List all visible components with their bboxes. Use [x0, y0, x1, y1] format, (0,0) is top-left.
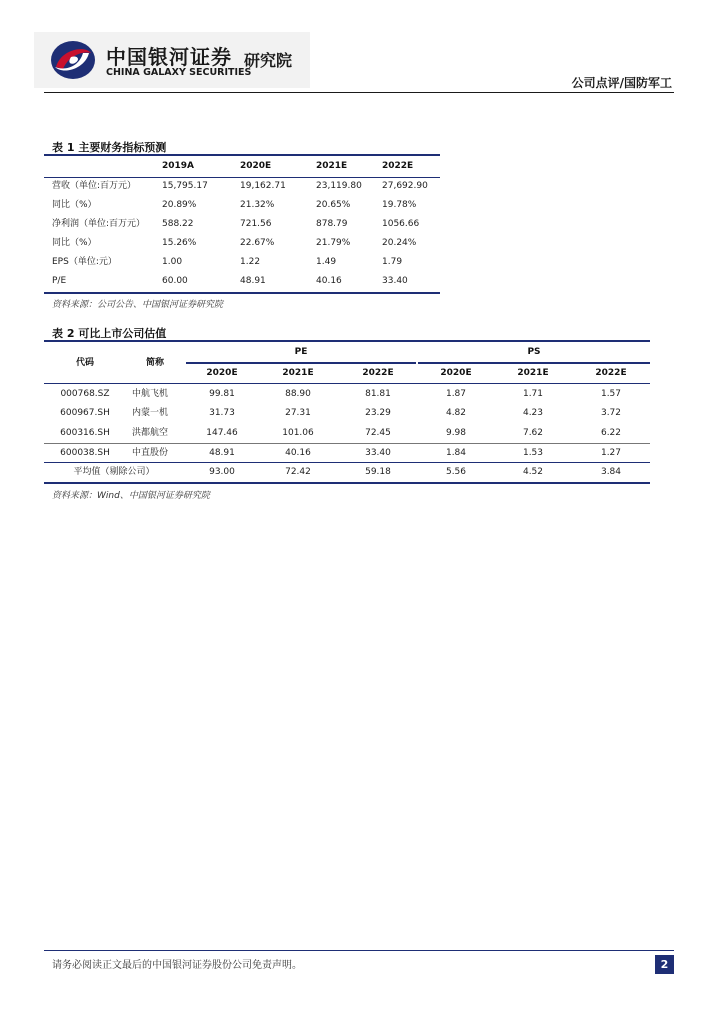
table2-cell: 147.46	[206, 428, 238, 438]
table2-cell: 72.45	[365, 428, 391, 438]
table1-col-header: 2020E	[240, 161, 272, 171]
table1-col-header: 2019A	[162, 161, 195, 171]
table2-cell: 3.72	[600, 408, 622, 418]
table1-col-header: 2022E	[382, 161, 414, 171]
company-logo	[34, 32, 310, 88]
footer-divider	[44, 950, 674, 951]
table1-title: 表 1 主要财务指标预测	[52, 141, 167, 154]
table2-name: 中航飞机	[131, 389, 168, 399]
table1-cell: 23,119.80	[316, 181, 362, 191]
table1-cell: 27,692.90	[382, 181, 428, 191]
table2-header-rule	[44, 383, 650, 384]
table2-average-label: 平均值（剔除公司）	[73, 467, 155, 477]
table1-cell: 1.22	[240, 257, 261, 267]
report-category: 公司点评/国防军工	[571, 76, 672, 90]
table1-cell: 15,795.17	[162, 181, 208, 191]
table2-cell: 1.27	[600, 448, 622, 458]
logo-english-name: CHINA GALAXY SECURITIES	[106, 67, 252, 78]
table2-average-cell: 5.56	[445, 467, 467, 477]
table2-row-divider	[44, 443, 650, 444]
table2-group-pe: PE	[294, 347, 308, 357]
table2-code: 600038.SH	[60, 448, 110, 458]
table2-code: 600316.SH	[60, 428, 110, 438]
logo-institute-name: 研究院	[244, 51, 293, 70]
table1-cell: 20.89%	[162, 200, 197, 210]
table2-code: 000768.SZ	[60, 389, 110, 399]
table1-cell: 21.79%	[316, 238, 351, 248]
table2-cell: 27.31	[285, 408, 311, 418]
table1-cell: 22.67%	[240, 238, 275, 248]
table1-cell: 19,162.71	[240, 181, 286, 191]
table2-year-header: 2021E	[282, 368, 314, 378]
table1-row-label: 营收（单位:百万元）	[52, 181, 137, 191]
table2-cell: 4.23	[522, 408, 544, 418]
table2-year-header: 2020E	[206, 368, 238, 378]
table2-ps-rule	[418, 362, 650, 364]
table1-row-label: 同比（%）	[52, 200, 97, 210]
table1-cell: 1.49	[316, 257, 337, 267]
table1-cell: 721.56	[240, 219, 272, 229]
table2-cell: 99.81	[209, 389, 235, 399]
footer-disclaimer: 请务必阅读正文最后的中国银河证券股份公司免责声明。	[52, 960, 302, 971]
table1-top-rule	[44, 154, 440, 156]
table2-average-cell: 93.00	[209, 467, 235, 477]
table2-cell: 9.98	[445, 428, 467, 438]
table2-cell: 1.57	[600, 389, 622, 399]
table1-row-label: 净利润（单位:百万元）	[52, 219, 146, 229]
table2-cell: 81.81	[365, 389, 391, 399]
table1-source: 资料来源：公司公告、中国银河证券研究院	[52, 300, 224, 310]
table2-col-code: 代码	[75, 358, 94, 368]
table2-cell: 101.06	[282, 428, 314, 438]
table2-average-cell: 59.18	[365, 467, 391, 477]
table2-source: 资料来源：Wind、中国银河证券研究院	[52, 491, 210, 501]
table2-name: 内蒙一机	[131, 408, 168, 418]
table2-cell: 6.22	[600, 428, 622, 438]
table1-cell: 40.16	[316, 276, 342, 286]
table2-cell: 33.40	[365, 448, 391, 458]
table2-cell: 1.53	[522, 448, 544, 458]
table1-cell: 1056.66	[382, 219, 420, 229]
table1-cell: 1.79	[382, 257, 403, 267]
table1-cell: 19.78%	[382, 200, 417, 210]
table2-cell: 31.73	[209, 408, 235, 418]
table1-cell: 15.26%	[162, 238, 197, 248]
table1-row-label: P/E	[52, 276, 67, 286]
table2-average-cell: 3.84	[600, 467, 622, 477]
table2-cell: 1.71	[522, 389, 544, 399]
table1-header-rule	[44, 177, 440, 178]
table2-pe-rule	[186, 362, 416, 364]
logo-chinese-name: 中国银河证券	[106, 45, 232, 69]
table2-cell: 40.16	[285, 448, 311, 458]
table2-average-cell: 72.42	[285, 467, 311, 477]
table1-cell: 21.32%	[240, 200, 275, 210]
table1-row-label: EPS（单位:元）	[52, 257, 117, 267]
header-divider	[44, 92, 674, 93]
table2-cell: 4.82	[445, 408, 467, 418]
table2-cell: 48.91	[209, 448, 235, 458]
table1-cell: 33.40	[382, 276, 408, 286]
table2-top-rule	[44, 340, 650, 342]
table2-cell: 23.29	[365, 408, 391, 418]
page-number: 2	[655, 955, 674, 974]
table1-cell: 878.79	[316, 219, 348, 229]
table2-name: 洪都航空	[131, 428, 168, 438]
table1-cell: 1.00	[162, 257, 183, 267]
galaxy-logo-icon	[49, 39, 97, 81]
table2-average-rule	[44, 462, 650, 463]
table2-year-header: 2022E	[595, 368, 627, 378]
table1-cell: 48.91	[240, 276, 266, 286]
table2-col-name: 简称	[145, 358, 164, 368]
table1-bottom-rule	[44, 292, 440, 294]
table1-row-label: 同比（%）	[52, 238, 97, 248]
table1-cell: 20.65%	[316, 200, 351, 210]
table2-bottom-rule	[44, 482, 650, 484]
table1-cell: 20.24%	[382, 238, 417, 248]
table2-average-cell: 4.52	[522, 467, 544, 477]
table2-title: 表 2 可比上市公司估值	[52, 327, 167, 340]
table2-group-ps: PS	[527, 347, 541, 357]
table1-cell: 60.00	[162, 276, 188, 286]
table2-code: 600967.SH	[60, 408, 110, 418]
table1-col-header: 2021E	[316, 161, 348, 171]
table2-cell: 88.90	[285, 389, 311, 399]
table2-year-header: 2022E	[362, 368, 394, 378]
table2-cell: 1.87	[445, 389, 467, 399]
table2-cell: 1.84	[445, 448, 467, 458]
table2-year-header: 2021E	[517, 368, 549, 378]
table2-name: 中直股份	[131, 448, 168, 458]
table2-year-header: 2020E	[440, 368, 472, 378]
table2-cell: 7.62	[522, 428, 544, 438]
table1-cell: 588.22	[162, 219, 194, 229]
